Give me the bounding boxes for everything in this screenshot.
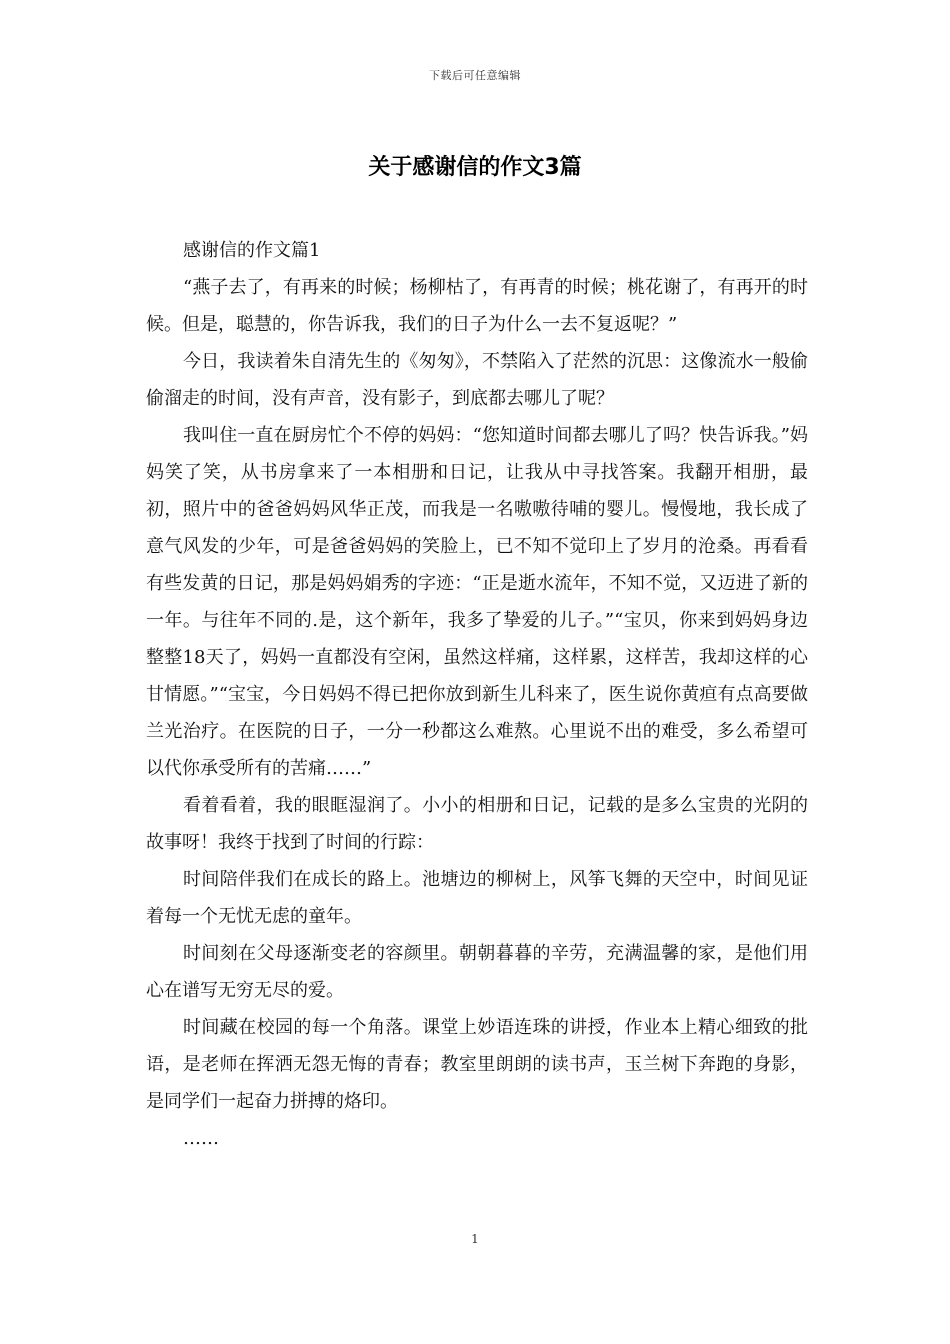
paragraph-ellipsis: …… bbox=[183, 1128, 219, 1149]
paragraph: 时间陪伴我们在成长的路上。池塘边的柳树上，风筝飞舞的天空中，时间见证着每一个无忧无虑的童年。 bbox=[146, 869, 808, 927]
page-number: 1 bbox=[471, 1232, 479, 1246]
document-title: 关于感谢信的作文3篇 bbox=[368, 155, 582, 180]
paragraph: 看着看着，我的眼眶湿润了。小小的相册和日记，记载的是多么宝贵的光阴的故事呀！我终于找到了时间的行踪： bbox=[146, 795, 808, 853]
paragraph: 今日，我读着朱自清先生的《匆匆》，不禁陷入了茫然的沉思：这像流水一般偷偷溜走的时间，没有声音，没有影子，到底都去哪儿了呢？ bbox=[146, 351, 808, 409]
paragraph: 我叫住一直在厨房忙个不停的妈妈：“您知道时间都去哪儿了吗？快告诉我。”妈妈笑了笑，从书房拿来了一本相册和日记，让我从中寻找答案。我翻开相册，最初，照片中的爸爸妈妈风华正茂，而我是一名嗷嗷待哺的婴儿。慢慢地，我长成了意气风发的少年，可是爸爸妈妈的笑脸上，已不知不觉印上了岁月的沧桑。再看看有些发黄的日记，那是妈妈娟秀的字迹：“正是逝水流年，不知不觉，又迈进了新的一年。与往年不同的.是，这个新年，我多了挚爱的儿子。”“宝贝，你来到妈妈身边整整18天了，妈妈一直都没有空闲，虽然这样痛，这样累，这样苦，我却这样的心甘情愿。”“宝宝，今日妈妈不得已把你放到新生儿科来了，医生说你黄疸有点高要做兰光治疗。在医院的日子，一分一秒都这么难熬。心里说不出的难受，多么希望可以代你承受所有的苦痛……” bbox=[146, 425, 808, 779]
paragraph: “燕子去了，有再来的时候；杨柳枯了，有再青的时候；桃花谢了，有再开的时候。但是，聪慧的，你告诉我，我们的日子为什么一去不复返呢？” bbox=[146, 277, 808, 335]
document-body bbox=[146, 232, 808, 1157]
paragraph: 时间藏在校园的每一个角落。课堂上妙语连珠的讲授，作业本上精心细致的批语，是老师在挥洒无怨无悔的青春；教室里朗朗的读书声，玉兰树下奔跑的身影，是同学们一起奋力拼搏的烙印。 bbox=[146, 1017, 808, 1112]
paragraph-heading: 感谢信的作文篇1 bbox=[183, 240, 321, 261]
page-header: 下载后可任意编辑 bbox=[429, 69, 521, 82]
paragraph: 时间刻在父母逐渐变老的容颜里。朝朝暮暮的辛劳，充满温馨的家，是他们用心在谱写无穷无尽的爱。 bbox=[146, 943, 808, 1001]
